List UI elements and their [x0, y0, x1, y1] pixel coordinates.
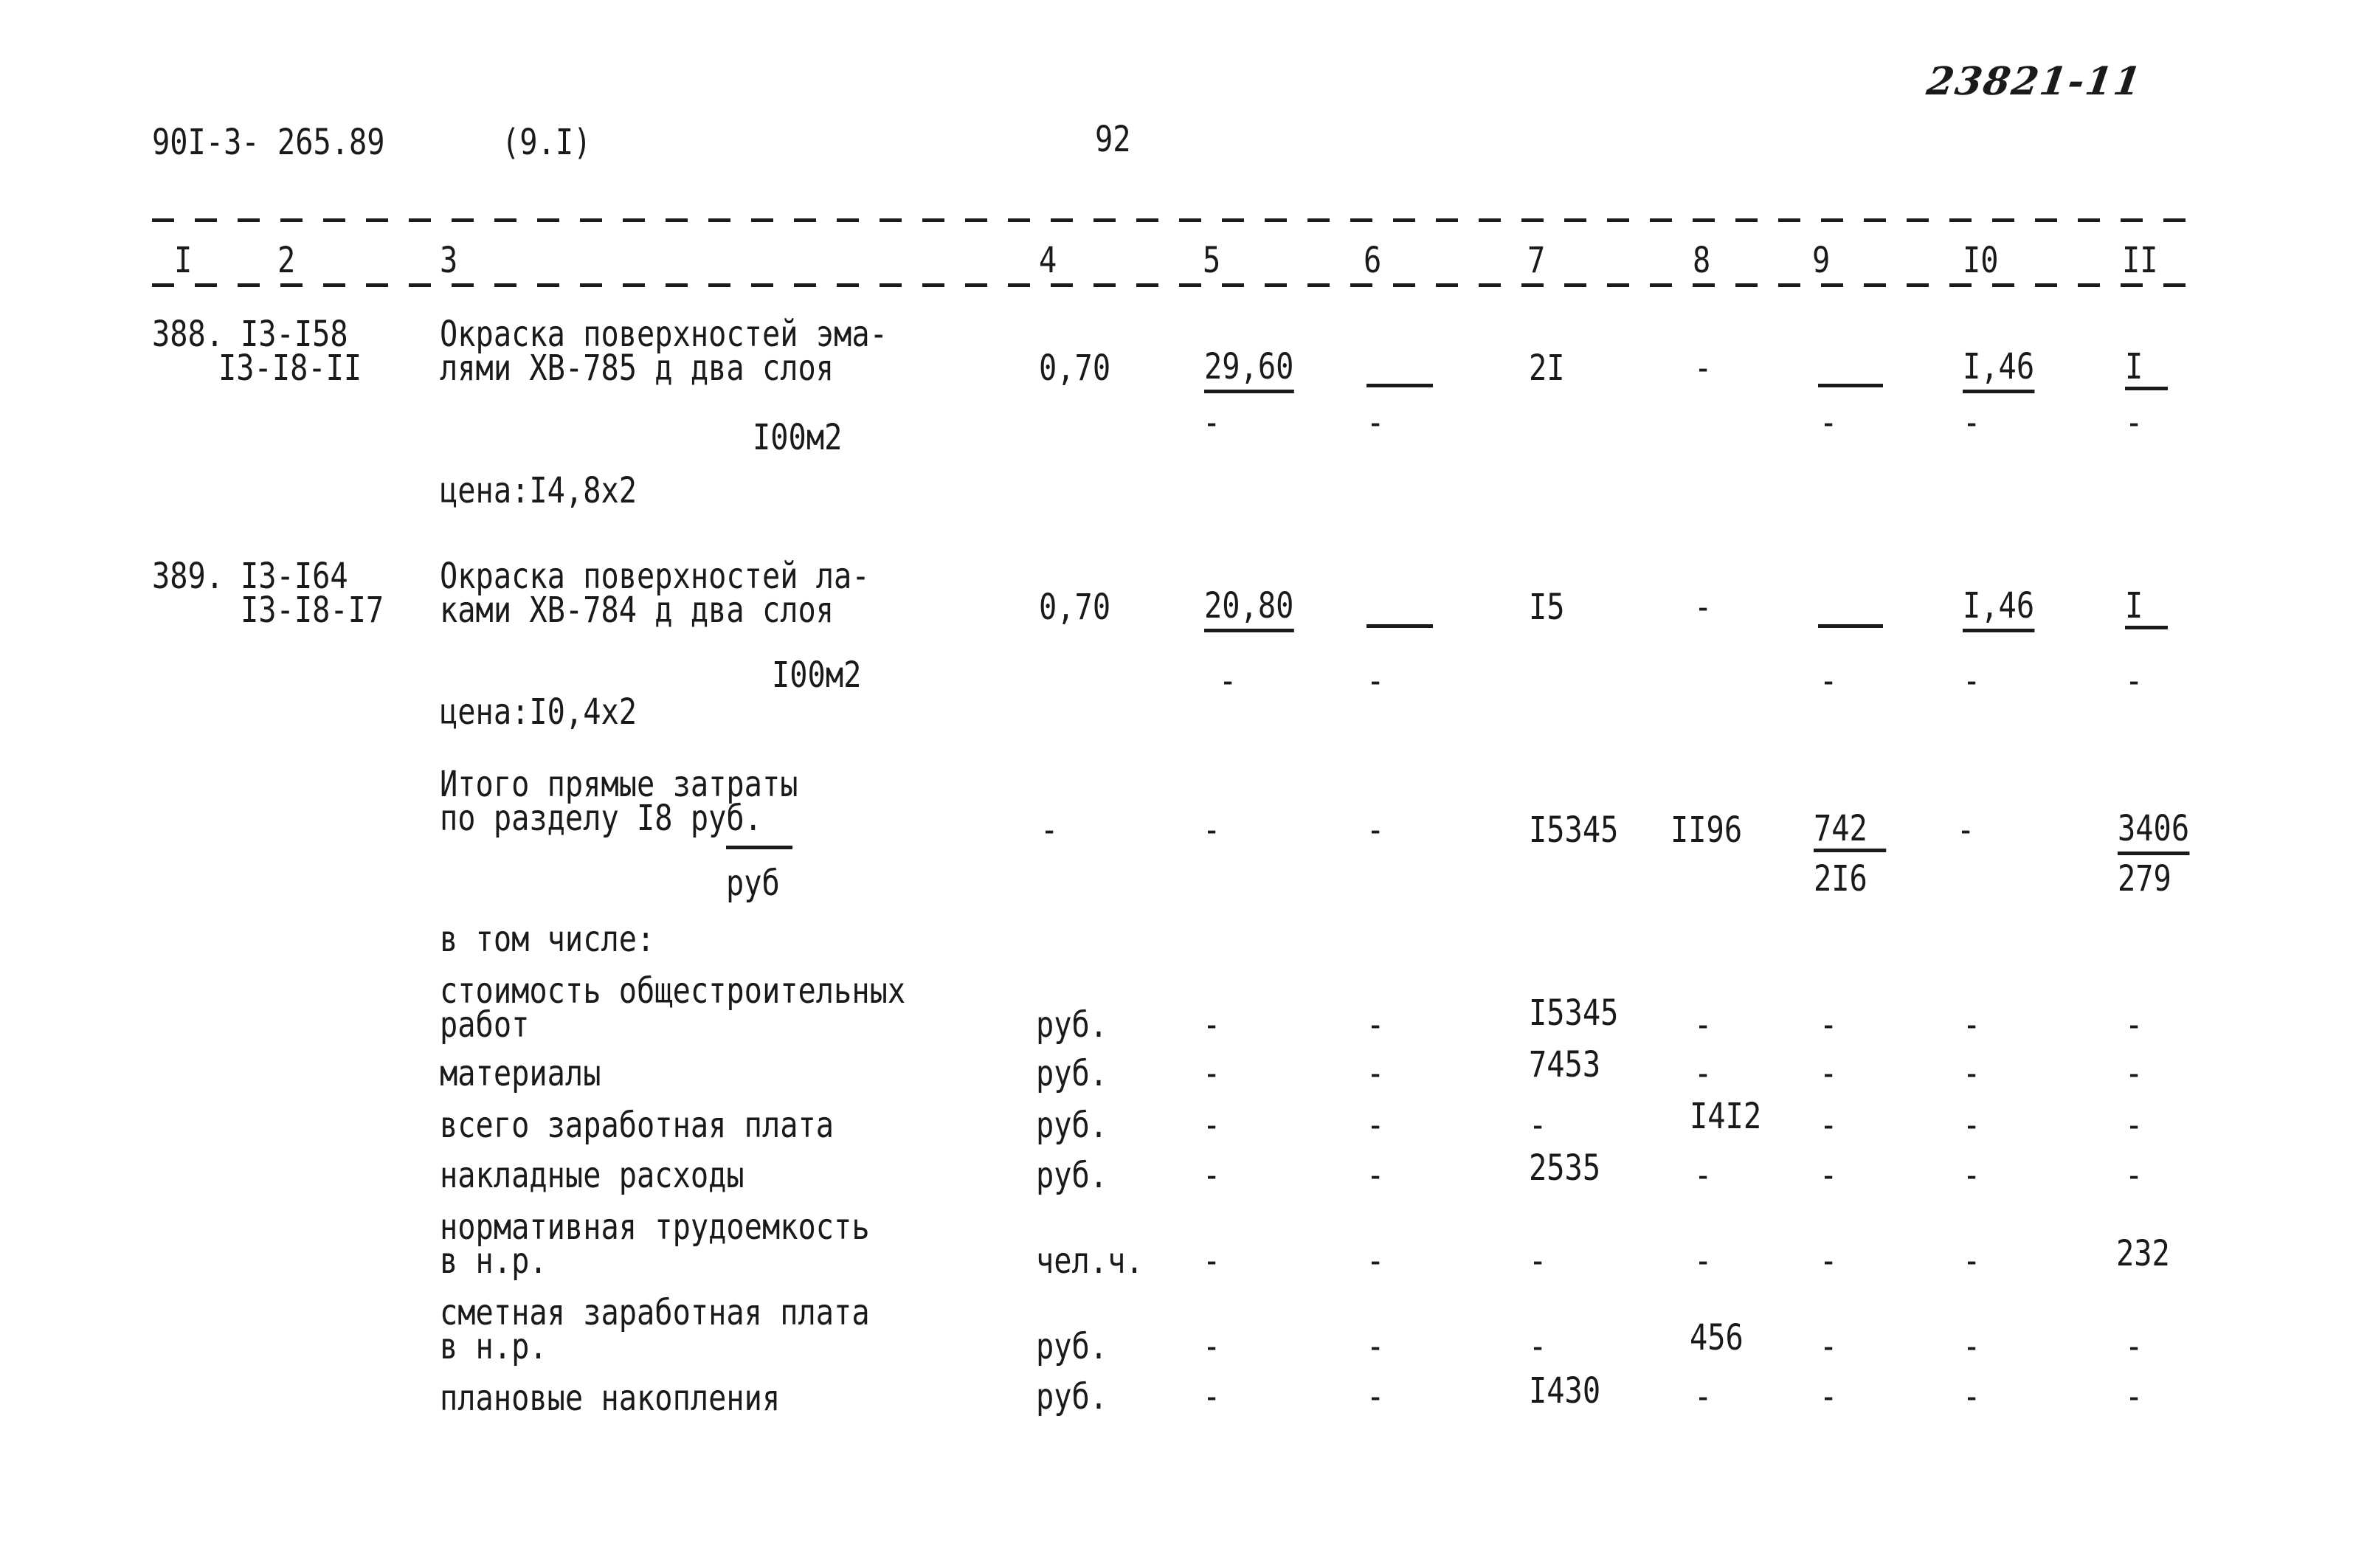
breakdown-col11: - — [2125, 1105, 2143, 1146]
section-code: (9.I) — [502, 122, 592, 163]
breakdown-col6: - — [1366, 1240, 1385, 1282]
cell-col10-below: - — [1963, 402, 1981, 443]
breakdown-col6: - — [1366, 1155, 1385, 1196]
work-description: лями ХВ-785 д два слоя — [440, 348, 835, 389]
total-col4: - — [1040, 809, 1059, 851]
breakdown-col11: - — [2125, 1004, 2143, 1046]
breakdown-label: стоимость общестроительных — [440, 970, 906, 1012]
norm-code: I3-I8-I7 — [241, 590, 384, 631]
quantity: 0,70 — [1039, 587, 1111, 628]
cell-col6 — [1366, 384, 1433, 387]
breakdown-col10: - — [1963, 1105, 1981, 1146]
breakdown-col10: - — [1963, 1240, 1981, 1282]
breakdown-label: материалы — [440, 1053, 601, 1094]
breakdown-col9: - — [1820, 1053, 1838, 1094]
breakdown-col8: - — [1694, 1376, 1713, 1417]
rate-code: I3-I64 — [241, 556, 348, 597]
cell-col5-below: - — [1219, 660, 1237, 702]
breakdown-col6: - — [1366, 1105, 1385, 1146]
breakdown-col5: - — [1203, 1326, 1221, 1367]
breakdown-col7: 7453 — [1529, 1044, 1601, 1085]
measure-unit: I00м2 — [753, 417, 843, 458]
header-dashed-rule — [152, 283, 2199, 287]
column-header-8: 8 — [1693, 240, 1711, 281]
breakdown-col7: - — [1529, 1240, 1547, 1282]
breakdown-col11: 232 — [2116, 1233, 2170, 1274]
breakdown-label: сметная заработная плата — [440, 1292, 870, 1333]
archive-number: 23821-11 — [1924, 59, 2146, 104]
total-col10: - — [1957, 809, 1975, 851]
total-col9: 742 — [1814, 809, 1886, 852]
total-col7: I5345 — [1529, 809, 1619, 851]
breakdown-col9: - — [1820, 1004, 1838, 1046]
including-label: в том числе: — [440, 919, 655, 960]
breakdown-col8: I4I2 — [1690, 1096, 1762, 1137]
breakdown-unit: руб. — [1036, 1376, 1108, 1417]
breakdown-col10: - — [1963, 1376, 1981, 1417]
breakdown-col7: 2535 — [1529, 1147, 1601, 1189]
document-code: 90I-3- 265.89 — [152, 122, 385, 163]
cell-col11: I — [2125, 586, 2168, 629]
unit-fraction-line — [726, 846, 792, 849]
breakdown-col10: - — [1963, 1053, 1981, 1094]
column-header-2: 2 — [277, 240, 296, 281]
measure-unit: I00м2 — [772, 655, 862, 696]
breakdown-col7: - — [1529, 1105, 1547, 1146]
column-header-10: I0 — [1963, 240, 1999, 281]
column-header-6: 6 — [1364, 240, 1382, 281]
cell-col5: 29,60 — [1204, 347, 1293, 393]
breakdown-col10: - — [1963, 1326, 1981, 1367]
cell-col6 — [1366, 624, 1433, 628]
breakdown-col9: - — [1820, 1376, 1838, 1417]
breakdown-col6: - — [1366, 1004, 1385, 1046]
breakdown-col9: - — [1820, 1105, 1838, 1146]
breakdown-label: нормативная трудоемкость — [440, 1206, 870, 1248]
breakdown-label: всего заработная плата — [440, 1105, 835, 1146]
cell-col9 — [1818, 624, 1883, 628]
column-header-1: I — [174, 240, 193, 281]
breakdown-col8: - — [1694, 1053, 1713, 1094]
top-dashed-rule — [152, 218, 2199, 222]
breakdown-col7: I5345 — [1529, 992, 1619, 1034]
breakdown-col9: - — [1820, 1326, 1838, 1367]
breakdown-col5: - — [1203, 1376, 1221, 1417]
breakdown-col6: - — [1366, 1053, 1385, 1094]
breakdown-col5: - — [1203, 1004, 1221, 1046]
breakdown-col10: - — [1963, 1004, 1981, 1046]
breakdown-col10: - — [1963, 1155, 1981, 1196]
cell-col10-below: - — [1963, 660, 1981, 702]
breakdown-label: плановые накопления — [440, 1378, 781, 1419]
column-header-7: 7 — [1527, 240, 1546, 281]
breakdown-col9: - — [1820, 1240, 1838, 1282]
breakdown-unit: руб. — [1036, 1326, 1108, 1367]
work-description: Окраска поверхностей ла- — [440, 556, 870, 597]
row-number: 388. — [152, 314, 224, 355]
cell-col6-below: - — [1366, 660, 1385, 702]
unit-price: цена:I4,8x2 — [440, 470, 638, 511]
column-header-11: II — [2122, 240, 2158, 281]
total-col11-below: 279 — [2118, 858, 2171, 899]
cell-col10: I,46 — [1963, 586, 2034, 632]
cell-col7: 2I — [1529, 348, 1565, 389]
breakdown-col11: - — [2125, 1326, 2143, 1367]
cell-col11: I — [2125, 347, 2168, 390]
total-label: по разделу I8 руб. — [440, 798, 762, 839]
total-unit-below: руб — [726, 863, 780, 904]
cell-col9-below: - — [1820, 402, 1838, 443]
breakdown-unit: руб. — [1036, 1053, 1108, 1094]
breakdown-col11: - — [2125, 1376, 2143, 1417]
rate-code: I3-I58 — [241, 314, 348, 355]
breakdown-col7: I430 — [1529, 1370, 1601, 1412]
cell-col11-below: - — [2125, 660, 2143, 702]
breakdown-col8: 456 — [1690, 1317, 1744, 1358]
cell-col10: I,46 — [1963, 347, 2034, 393]
cell-col7: I5 — [1529, 587, 1565, 628]
work-description: ками ХВ-784 д два слоя — [440, 590, 835, 631]
total-col5: - — [1203, 809, 1221, 851]
row-number: 389. — [152, 556, 224, 597]
breakdown-col11: - — [2125, 1155, 2143, 1196]
breakdown-col5: - — [1203, 1053, 1221, 1094]
breakdown-unit: руб. — [1036, 1155, 1108, 1196]
breakdown-col6: - — [1366, 1326, 1385, 1367]
breakdown-col8: - — [1694, 1240, 1713, 1282]
column-header-3: 3 — [440, 240, 458, 281]
breakdown-label: работ — [440, 1004, 530, 1046]
breakdown-col7: - — [1529, 1326, 1547, 1367]
breakdown-label: в н.р. — [440, 1240, 547, 1282]
breakdown-unit: руб. — [1036, 1105, 1108, 1146]
page-number: 92 — [1095, 119, 1131, 160]
total-label: Итого прямые затраты — [440, 764, 798, 805]
cell-col5-below: - — [1203, 402, 1221, 443]
breakdown-unit: чел.ч. — [1036, 1240, 1144, 1282]
norm-code: I3-I8-II — [218, 348, 362, 389]
breakdown-label: в н.р. — [440, 1326, 547, 1367]
unit-price: цена:I0,4x2 — [440, 691, 638, 733]
cell-col9-below: - — [1820, 660, 1838, 702]
breakdown-col9: - — [1820, 1155, 1838, 1196]
work-description: Окраска поверхностей эма- — [440, 314, 888, 355]
column-header-9: 9 — [1812, 240, 1831, 281]
cell-col8: - — [1694, 587, 1713, 628]
breakdown-col11: - — [2125, 1053, 2143, 1094]
cell-col8: - — [1694, 348, 1713, 389]
total-col8: II96 — [1670, 809, 1743, 851]
column-header-5: 5 — [1203, 240, 1221, 281]
breakdown-col8: - — [1694, 1155, 1713, 1196]
breakdown-col5: - — [1203, 1105, 1221, 1146]
column-header-4: 4 — [1039, 240, 1057, 281]
cell-col9 — [1818, 384, 1883, 387]
cell-col5: 20,80 — [1204, 586, 1293, 632]
breakdown-label: накладные расходы — [440, 1155, 744, 1196]
breakdown-col8: - — [1694, 1004, 1713, 1046]
quantity: 0,70 — [1039, 348, 1111, 389]
breakdown-col6: - — [1366, 1376, 1385, 1417]
total-col11: 3406 — [2118, 809, 2189, 855]
breakdown-col5: - — [1203, 1240, 1221, 1282]
total-col6: - — [1366, 809, 1385, 851]
breakdown-unit: руб. — [1036, 1004, 1108, 1046]
cell-col11-below: - — [2125, 402, 2143, 443]
cell-col6-below: - — [1366, 402, 1385, 443]
breakdown-col5: - — [1203, 1155, 1221, 1196]
total-col9-below: 2I6 — [1814, 858, 1867, 899]
